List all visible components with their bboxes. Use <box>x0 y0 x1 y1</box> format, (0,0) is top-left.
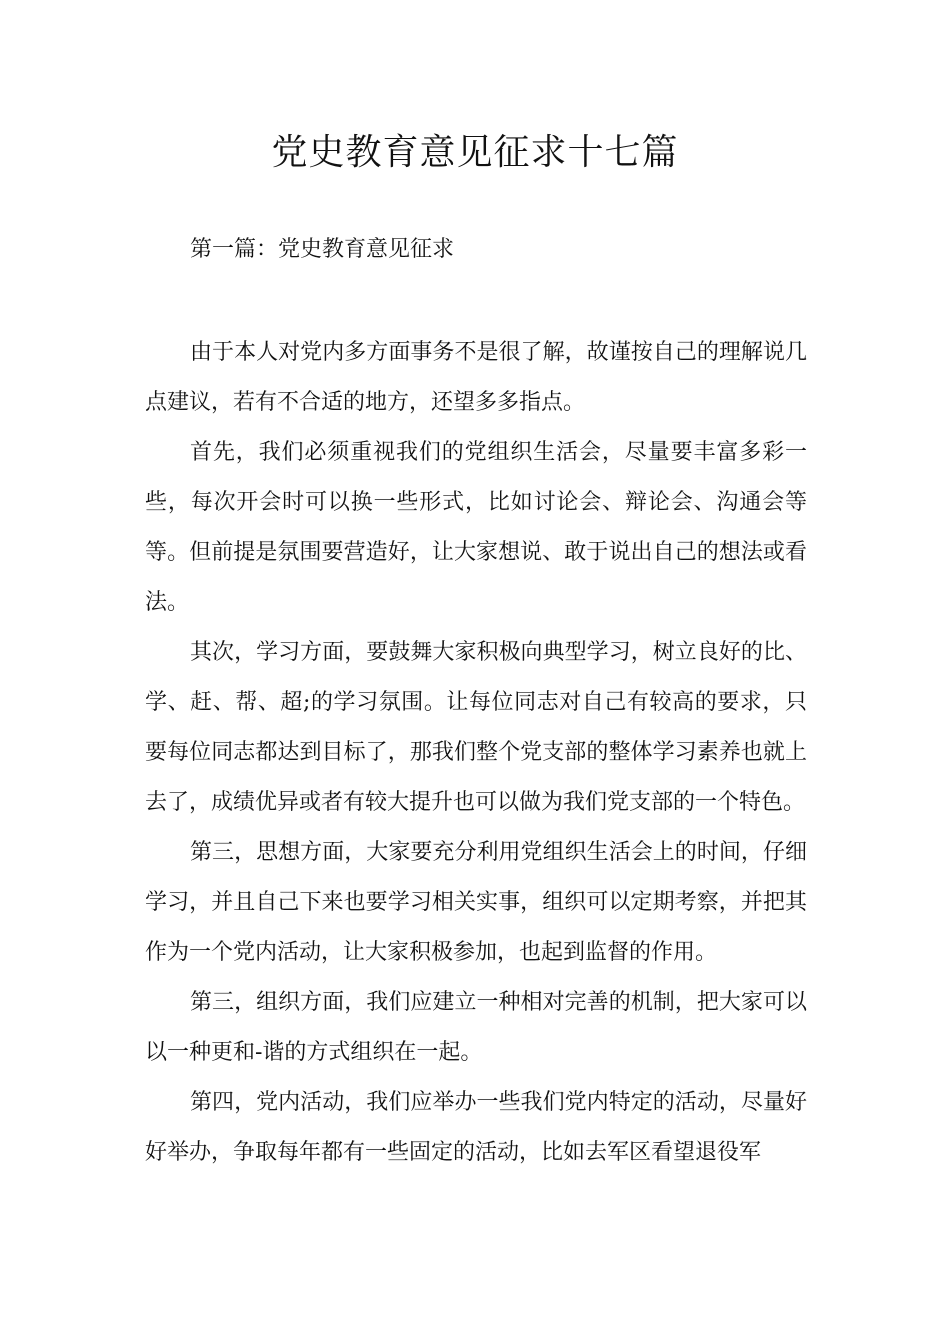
paragraph: 第三，思想方面，大家要充分利用党组织生活会上的时间，仔细学习，并且自己下来也要学习相关实事，组织可以定期考察，并把其作为一个党内活动，让大家积极参加，也起到监督的作用。 <box>145 840 807 965</box>
paragraph: 第三，组织方面，我们应建立一种相对完善的机制，把大家可以以一种更和-谐的方式组织在一起。 <box>145 990 807 1065</box>
body-text <box>145 328 807 1178</box>
paragraph: 第四，党内活动，我们应举办一些我们党内特定的活动，尽量好好举办，争取每年都有一些固定的活动，比如去军区看望退役军 <box>145 1090 807 1165</box>
section-heading: 第一篇：党史教育意见征求 <box>190 237 455 262</box>
paragraph: 其次，学习方面，要鼓舞大家积极向典型学习，树立良好的比、学、赶、帮、超;的学习氛围。让每位同志对自己有较高的要求，只要每位同志都达到目标了，那我们整个党支部的整体学习素养也就上去了，成绩优异或者有较大提升也可以做为我们党支部的一个特色。 <box>145 640 807 815</box>
paragraph: 首先，我们必须重视我们的党组织生活会，尽量要丰富多彩一些，每次开会时可以换一些形式，比如讨论会、辩论会、沟通会等等。但前提是氛围要营造好，让大家想说、敢于说出自己的想法或看法。 <box>145 440 807 615</box>
document-title: 党史教育意见征求十七篇 <box>271 132 679 173</box>
paragraph: 由于本人对党内多方面事务不是很了解，故谨按自己的理解说几点建议，若有不合适的地方，还望多多指点。 <box>145 340 807 415</box>
